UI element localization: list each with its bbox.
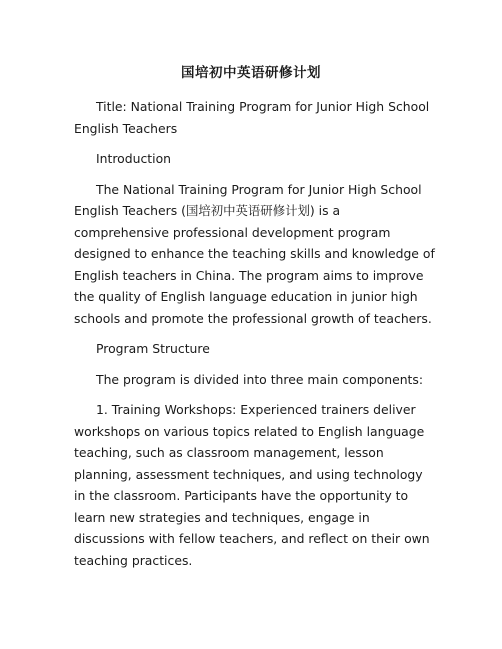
introduction-heading: Introduction xyxy=(96,151,172,166)
document-body xyxy=(74,96,436,580)
components-intro-paragraph: The program is divided into three main components: xyxy=(96,371,424,387)
introduction-paragraph: The National Training Program for Junior High School English Teachers (国培初中英语研修计划) is a comprehensive professional development program designed to enhance the teaching skills and knowledge of English teachers in China. The program aims to improve the quality of English language education in junior high schools and promote the professional growth of teachers. xyxy=(74,181,435,326)
document-title: 国培初中英语研修计划 xyxy=(181,65,321,81)
program-structure-heading: Program Structure xyxy=(96,341,210,356)
training-workshops-paragraph: 1. Training Workshops: Experienced trainers deliver workshops on various topics related to English language teaching, such as classroom management, lesson planning, assessment techniques, and using technology in the classroom. Participants have the opportunity to learn new strategies and techniques, engage in discussions with fellow teachers, and reflect on their own teaching practices. xyxy=(74,402,430,568)
title-line-paragraph: Title: National Training Program for Junior High School English Teachers xyxy=(74,99,430,136)
